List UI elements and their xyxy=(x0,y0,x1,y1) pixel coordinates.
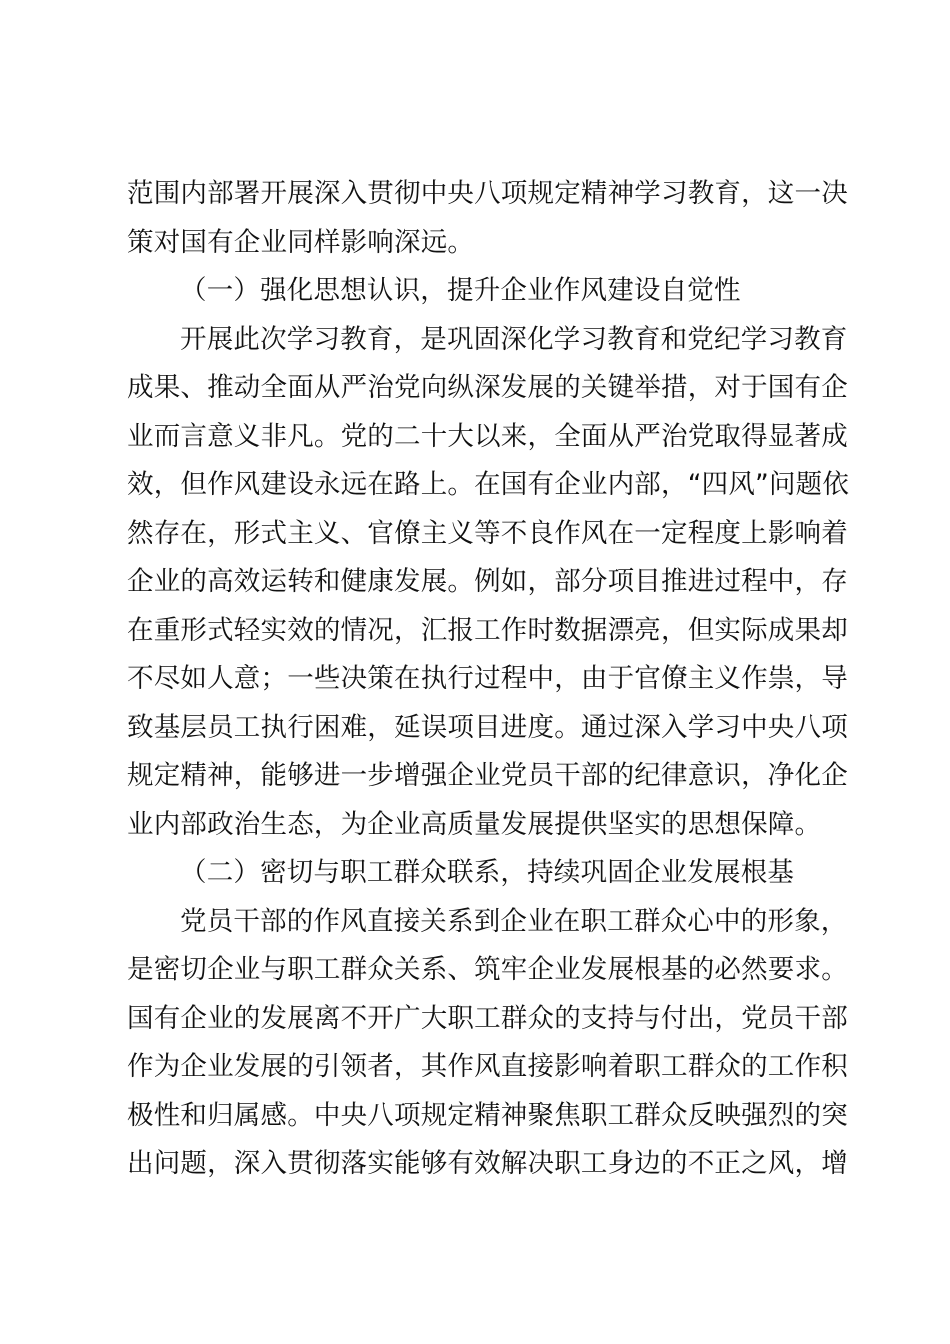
body-text-line: 企业的高效运转和健康发展。例如，部分项目推进过程中，存 xyxy=(127,566,848,597)
body-text-line: 规定精神，能够进一步增强企业党员干部的纪律意识，净化企 xyxy=(127,760,848,791)
body-text-line: 不尽如人意；一些决策在执行过程中，由于官僚主义作祟，导 xyxy=(127,663,848,694)
paragraph-last-line: 策对国有企业同样影响深远。 xyxy=(127,226,475,258)
body-text-line: 极性和归属感。中央八项规定精神聚焦职工群众反映强烈的突 xyxy=(127,1099,848,1131)
paragraph-first-line: 开展此次学习教育，是巩固深化学习教育和党纪学习教育 xyxy=(180,323,848,355)
body-text-line: 致基层员工执行困难，延误项目进度。通过深入学习中央八项 xyxy=(127,711,848,743)
document-body xyxy=(127,170,850,1189)
body-text-line: 作为企业发展的引领者，其作风直接影响着职工群众的工作积 xyxy=(127,1051,848,1082)
body-text-line: 出问题，深入贯彻落实能够有效解决职工身边的不正之风，增 xyxy=(127,1148,848,1179)
body-text-line: 成果、推动全面从严治党向纵深发展的关键举措，对于国有企 xyxy=(127,372,848,403)
body-text-line: 是密切企业与职工群众关系、筑牢企业发展根基的必然要求。 xyxy=(127,954,848,985)
paragraph-last-line: 业内部政治生态，为企业高质量发展提供坚实的思想保障。 xyxy=(127,808,822,840)
paragraph-first-line: 党员干部的作风直接关系到企业在职工群众心中的形象， xyxy=(180,905,848,937)
section-heading: （一）强化思想认识，提升企业作风建设自觉性 xyxy=(180,275,741,306)
body-text-line: 在重形式轻实效的情况，汇报工作时数据漂亮，但实际成果却 xyxy=(127,614,848,646)
section-heading: （二）密切与职工群众联系，持续巩固企业发展根基 xyxy=(180,857,795,888)
body-text-line: 然存在，形式主义、官僚主义等不良作风在一定程度上影响着 xyxy=(127,517,848,549)
body-text-line: 业而言意义非凡。党的二十大以来，全面从严治党取得显著成 xyxy=(127,420,848,452)
body-text-line: 国有企业的发展离不开广大职工群众的支持与付出，党员干部 xyxy=(127,1002,848,1034)
body-text-line: 效，但作风建设永远在路上。在国有企业内部，“四风”问题依 xyxy=(127,469,850,500)
body-text-line: 范围内部署开展深入贯彻中央八项规定精神学习教育，这一决 xyxy=(127,178,848,209)
